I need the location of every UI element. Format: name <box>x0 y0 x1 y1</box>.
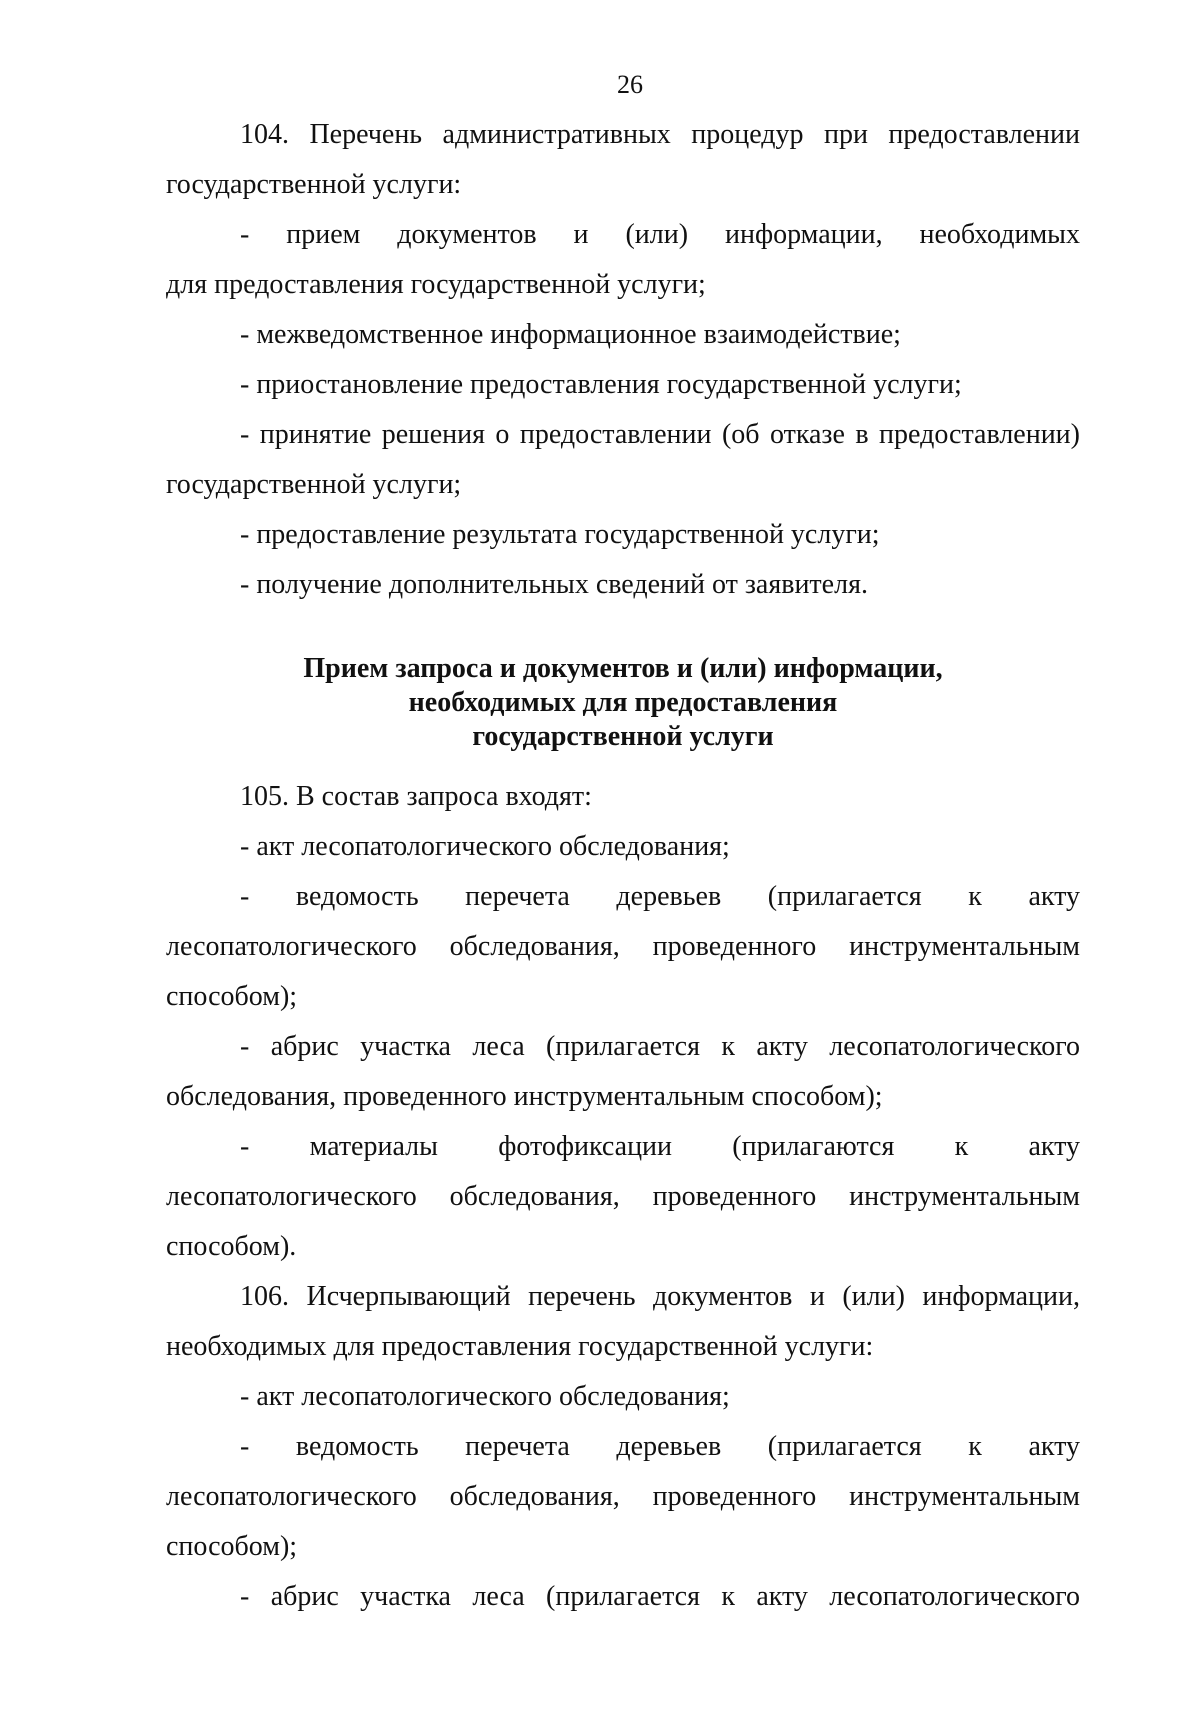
list-item-106-2-line-2: лесопатологического обследования, проведенного инструментальным <box>166 1481 1080 1512</box>
list-item-104-4-line-1: - принятие решения о предоставлении (об отказе в предоставлении) <box>240 419 1080 450</box>
list-item-105-4-line-1: - материалы фотофиксации (прилагаются к акту <box>240 1131 1080 1162</box>
paragraph-106-line-1: 106. Исчерпывающий перечень документов и (или) информации, <box>240 1281 1080 1312</box>
list-item-104-4-line-2: государственной услуги; <box>166 469 462 500</box>
list-item-104-5: - предоставление результата государственной услуги; <box>240 519 880 550</box>
list-item-105-2-line-3: способом); <box>166 981 298 1012</box>
section-heading-line-3: государственной услуги <box>472 721 774 752</box>
list-item-105-1: - акт лесопатологического обследования; <box>240 831 730 862</box>
paragraph-105-intro: 105. В состав запроса входят: <box>240 781 592 812</box>
list-item-105-3-line-1: - абрис участка леса (прилагается к акту лесопатологического <box>240 1031 1080 1062</box>
list-item-106-3-line-1: - абрис участка леса (прилагается к акту лесопатологического <box>240 1581 1080 1612</box>
list-item-106-2-line-1: - ведомость перечета деревьев (прилагается к акту <box>240 1431 1080 1462</box>
list-item-104-3: - приостановление предоставления государственной услуги; <box>240 369 962 400</box>
page-number: 26 <box>617 70 643 99</box>
list-item-105-4-line-2: лесопатологического обследования, проведенного инструментальным <box>166 1181 1080 1212</box>
section-heading-line-2: необходимых для предоставления <box>408 687 838 718</box>
list-item-104-6: - получение дополнительных сведений от заявителя. <box>240 569 868 600</box>
paragraph-104-line-2: государственной услуги: <box>166 169 462 200</box>
list-item-105-2-line-1: - ведомость перечета деревьев (прилагается к акту <box>240 881 1080 912</box>
list-item-105-4-line-3: способом). <box>166 1231 297 1262</box>
list-item-105-2-line-2: лесопатологического обследования, проведенного инструментальным <box>166 931 1080 962</box>
list-item-104-1-line-2: для предоставления государственной услуги; <box>166 269 706 300</box>
list-item-104-1-text: - прием документов и (или) информации, необходимых <box>240 219 1080 250</box>
list-item-105-3-line-2: обследования, проведенного инструментальным способом); <box>166 1081 883 1112</box>
section-heading-line-1: Прием запроса и документов и (или) информации, <box>303 653 943 684</box>
section-heading <box>166 652 1080 754</box>
list-item-104-2: - межведомственное информационное взаимодействие; <box>240 319 901 350</box>
paragraph-104-line-1: 104. Перечень административных процедур при предоставлении <box>240 119 1080 150</box>
document-body <box>166 110 1080 1622</box>
paragraph-106-line-2: необходимых для предоставления государственной услуги: <box>166 1331 874 1362</box>
list-item-106-2-line-3: способом); <box>166 1531 298 1562</box>
list-item-104-1-line-1 <box>166 210 1080 260</box>
list-item-106-1: - акт лесопатологического обследования; <box>240 1381 730 1412</box>
